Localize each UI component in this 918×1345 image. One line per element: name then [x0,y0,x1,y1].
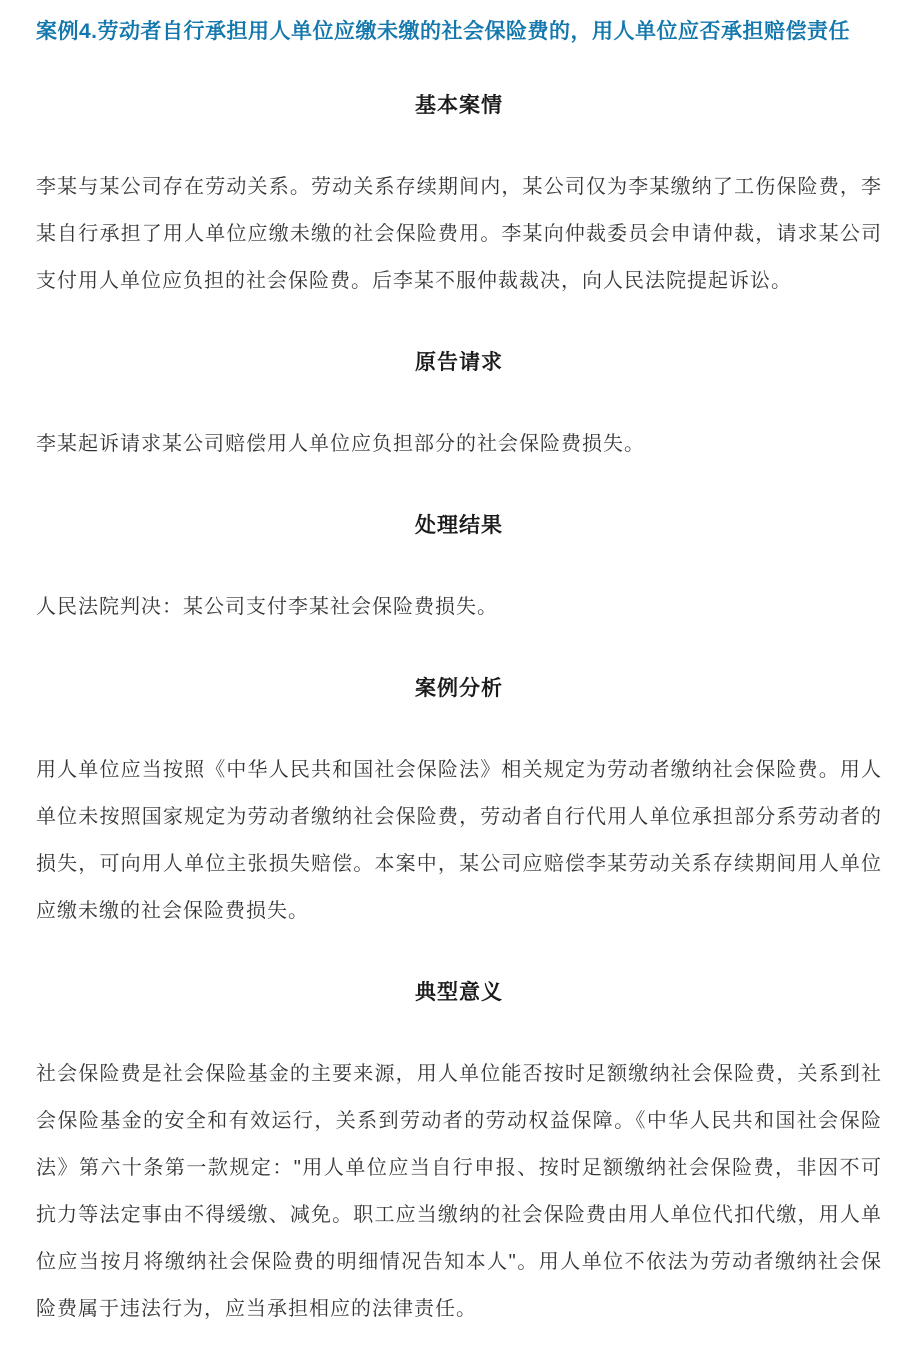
page-title: 案例4.劳动者自行承担用人单位应缴未缴的社会保险费的，用人单位应否承担赔偿责任 [36,20,851,43]
case-section [36,92,882,305]
section-heading: 处理结果 [415,514,503,537]
section-paragraph: 用人单位应当按照《中华人民共和国社会保险法》相关规定为劳动者缴纳社会保险费。用人单位未按照国家规定为劳动者缴纳社会保险费，劳动者自行代用人单位承担部分系劳动者的损失，可向用人单位主张损失赔偿。本案中，某公司应赔偿李某劳动关系存续期间用人单位应缴未缴的社会保险费损失。 [36,759,882,922]
section-heading: 原告请求 [415,351,503,374]
section-heading: 典型意义 [415,981,503,1004]
case-section [36,512,882,631]
section-paragraph: 人民法院判决：某公司支付李某社会保险费损失。 [36,596,498,618]
case-section [36,979,882,1333]
section-heading: 案例分析 [415,677,503,700]
section-paragraph: 李某与某公司存在劳动关系。劳动关系存续期间内，某公司仅为李某缴纳了工伤保险费，李某自行承担了用人单位应缴未缴的社会保险费用。李某向仲裁委员会申请仲裁，请求某公司支付用人单位应负担的社会保险费。后李某不服仲裁裁决，向人民法院提起诉讼。 [36,176,882,292]
section-paragraph: 李某起诉请求某公司赔偿用人单位应负担部分的社会保险费损失。 [36,433,645,455]
case-section [36,349,882,468]
section-heading: 基本案情 [415,94,503,117]
case-section [36,675,882,935]
sections-container [36,92,882,1333]
section-paragraph: 社会保险费是社会保险基金的主要来源，用人单位能否按时足额缴纳社会保险费，关系到社会保险基金的安全和有效运行，关系到劳动者的劳动权益保障。《中华人民共和国社会保险法》第六十条第一款规定："用人单位应当自行申报、按时足额缴纳社会保险费，非因不可抗力等法定事由不得缓缴、减免。职工应当缴纳的社会保险费由用人单位代扣代缴，用人单位应当按月将缴纳社会保险费的明细情况告知本人"。用人单位不依法为劳动者缴纳社会保险费属于违法行为，应当承担相应的法律责任。 [36,1063,882,1320]
